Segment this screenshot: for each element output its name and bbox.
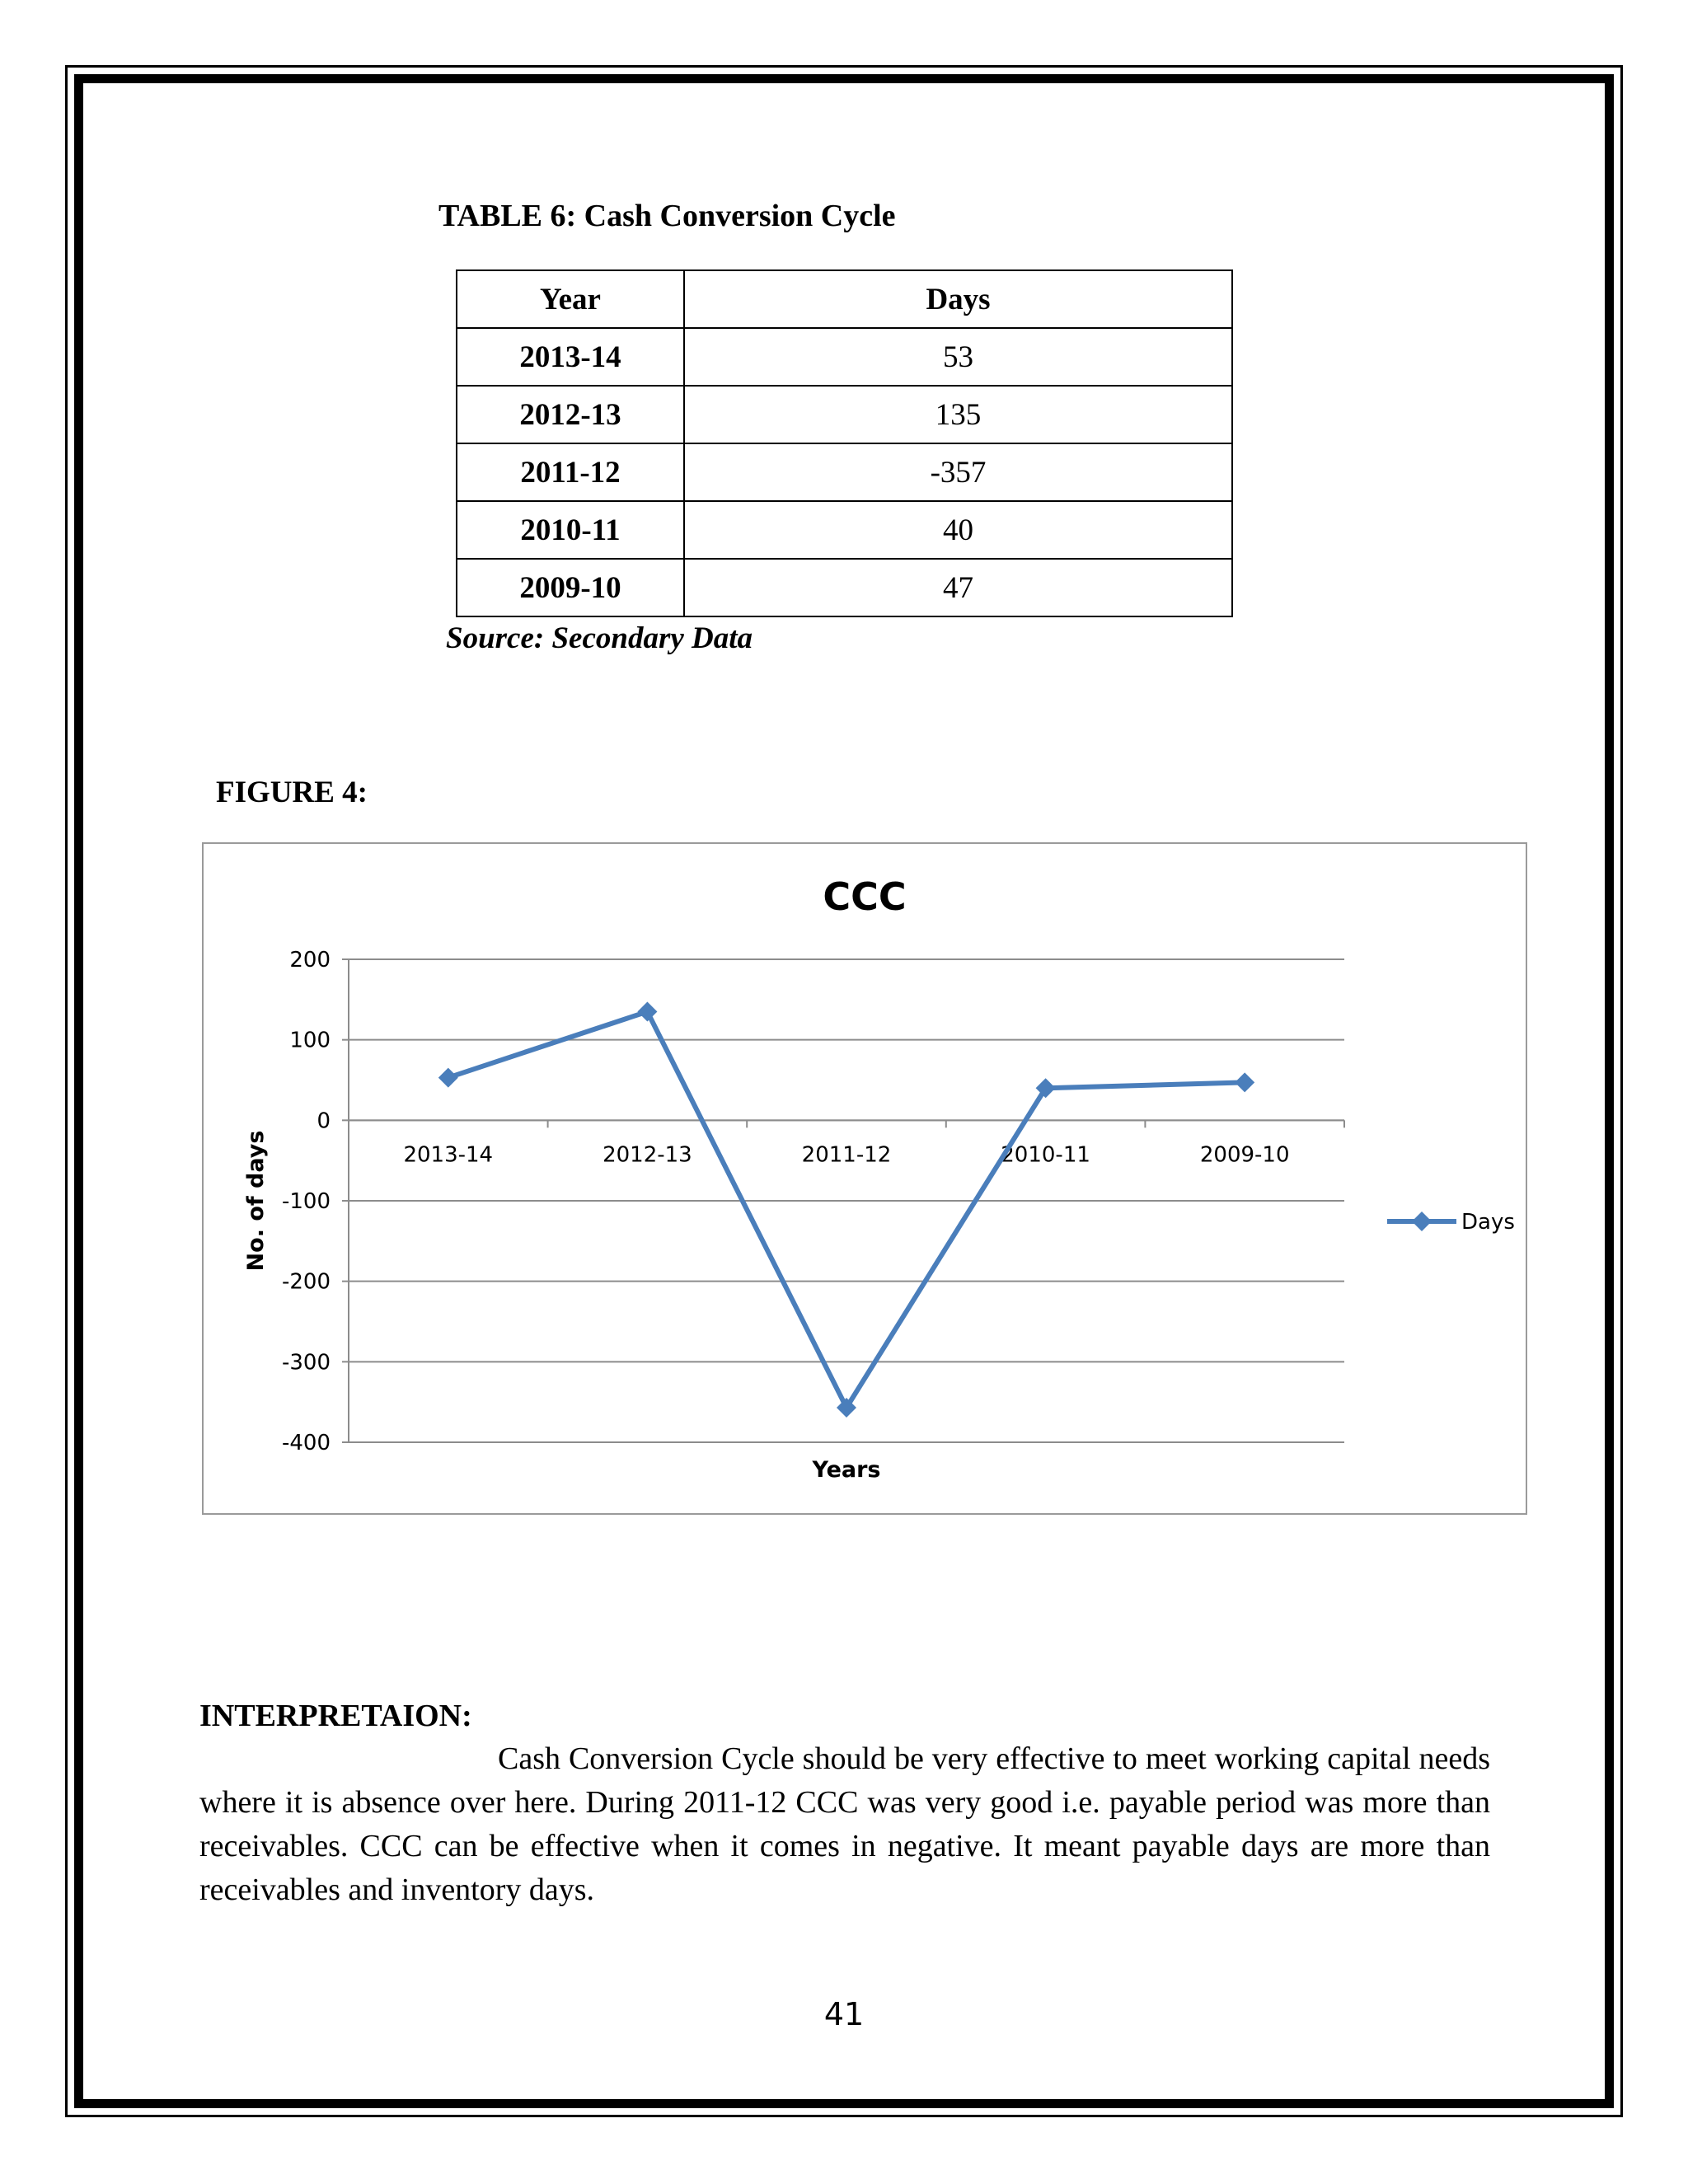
y-tick-label: -400 (281, 1431, 331, 1455)
x-axis-label: Years (812, 1457, 881, 1483)
series-line-days (448, 1011, 1245, 1408)
chart-title: CCC (823, 874, 907, 919)
days-cell: 40 (684, 501, 1232, 559)
legend-marker (1412, 1212, 1432, 1231)
days-cell: 53 (684, 328, 1232, 386)
interpretation-title: INTERPRETAION: (199, 1699, 472, 1733)
y-tick-label: -100 (281, 1189, 331, 1214)
chart-svg (204, 844, 1526, 1513)
ccc-table (456, 269, 1233, 617)
year-cell: 2011-12 (457, 443, 684, 501)
table-row (457, 501, 1232, 559)
table-row (457, 559, 1232, 616)
year-cell: 2012-13 (457, 386, 684, 443)
table-row (457, 386, 1232, 443)
y-axis-label: No. of days (243, 1130, 269, 1272)
y-tick-label: -200 (281, 1269, 331, 1295)
table-row (457, 443, 1232, 501)
y-tick-label: 200 (289, 948, 331, 972)
x-tick-label: 2010-11 (1001, 1142, 1090, 1168)
column-header-year: Year (457, 270, 684, 328)
y-tick-label: -300 (281, 1350, 331, 1376)
x-tick-label: 2009-10 (1199, 1142, 1290, 1168)
table-caption: TABLE 6: Cash Conversion Cycle (438, 199, 896, 233)
year-cell: 2013-14 (457, 328, 684, 386)
days-cell: 135 (684, 386, 1232, 443)
x-tick-label: 2012-13 (603, 1142, 692, 1168)
x-tick-label: 2011-12 (801, 1142, 892, 1168)
days-cell: -357 (684, 443, 1232, 501)
legend-label: Days (1461, 1210, 1515, 1235)
y-tick-label: 0 (316, 1108, 331, 1134)
year-cell: 2010-11 (457, 501, 684, 559)
table-source-note: Source: Secondary Data (446, 621, 753, 655)
year-cell: 2009-10 (457, 559, 684, 616)
days-cell: 47 (684, 559, 1232, 616)
interpretation-paragraph: Cash Conversion Cycle should be very effective to meet working capital needs where it is absence over here. During 2011-12 CCC was very good i.e. payable period was more than receivables. CCC can be effective when it comes in negative. It meant payable days are more than receivables and inventory days. (199, 1741, 1490, 1907)
y-tick-label: 100 (289, 1028, 331, 1053)
data-point-marker (1235, 1072, 1254, 1092)
column-header-days: Days (684, 270, 1232, 328)
data-point-marker (637, 1001, 657, 1021)
ccc-line-chart (202, 842, 1527, 1515)
table-header-row (457, 270, 1232, 328)
table-row (457, 328, 1232, 386)
figure-label: FIGURE 4: (216, 776, 368, 809)
x-tick-label: 2013-14 (403, 1142, 494, 1168)
data-point-marker (438, 1068, 458, 1088)
page-number: 41 (823, 1996, 865, 2032)
